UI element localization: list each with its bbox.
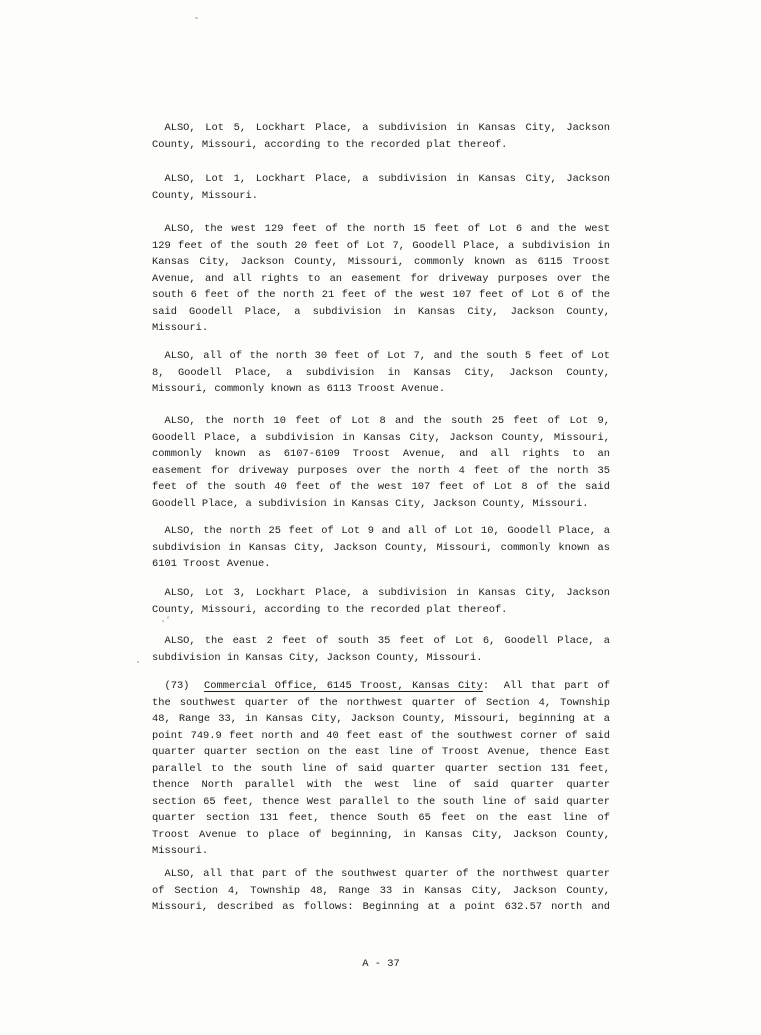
text-line: point 749.9 feet north and 40 feet east of the southwest corner of said	[152, 729, 610, 742]
text-line: commonly known as 6107-6109 Troost Avenue, and all rights to an	[152, 448, 610, 460]
text-line: Troost Avenue to place of beginning, in Kansas City, Jackson County,	[152, 828, 610, 841]
paragraph	[152, 171, 610, 204]
text-line: ALSO, Lot 3, Lockhart Place, a subdivision in Kansas City, Jackson	[164, 587, 610, 599]
scan-speck	[162, 620, 164, 622]
text-line: of Section 4, Township 48, Range 33 in Kansas City, Jackson County,	[152, 884, 610, 897]
paragraph	[152, 413, 610, 512]
text-line: Goodell Place, a subdivision in Kansas City, Jackson County, Missouri,	[152, 431, 610, 444]
text-line: Avenue, and all rights to an easement for driveway purposes over the	[152, 272, 610, 285]
item-73-body	[152, 695, 610, 860]
paragraph	[152, 221, 610, 337]
text-line: quarter section 131 feet, thence South 65 feet on the east line of	[152, 812, 610, 824]
text-line: 129 feet of the south 20 feet of Lot 7, Goodell Place, a subdivision in	[152, 239, 610, 252]
text-line: County, Missouri, according to the recorded plat thereof.	[152, 138, 508, 151]
text-line: Missouri, described as follows: Beginning at a point 632.57 north and	[152, 901, 610, 913]
text-line: 48, Range 33, in Kansas City, Jackson County, Missouri, beginning at a	[152, 713, 610, 725]
text-line: County, Missouri, according to the recorded plat thereof.	[152, 603, 508, 616]
text-line: thence North parallel with the west line of said quarter quarter	[152, 779, 610, 791]
paragraph	[152, 633, 610, 666]
text-line: ALSO, all that part of the southwest quarter of the northwest quarter	[164, 868, 610, 880]
text-line: said Goodell Place, a subdivision in Kansas City, Jackson County,	[152, 305, 610, 318]
item-73-colon: :	[482, 680, 490, 692]
text-line: feet of the south 40 feet of the west 107 feet of Lot 8 of the said	[152, 481, 610, 493]
scan-speck	[137, 661, 139, 663]
paragraph-item-73	[152, 678, 610, 860]
paragraph	[152, 348, 610, 398]
text-line: ALSO, the north 10 feet of Lot 8 and the south 25 feet of Lot 9,	[164, 415, 610, 427]
text-line: ALSO, Lot 1, Lockhart Place, a subdivision in Kansas City, Jackson	[164, 173, 610, 185]
text-line: ALSO, the north 25 feet of Lot 9 and all of Lot 10, Goodell Place, a	[164, 525, 610, 537]
text-line: Goodell Place, a subdivision in Kansas City, Jackson County, Missouri.	[152, 497, 589, 510]
paragraph	[152, 585, 610, 618]
text-line: 6101 Troost Avenue.	[152, 558, 271, 570]
text-line: parallel to the south line of said quarter quarter section 131 feet,	[152, 762, 610, 775]
text-line: Missouri.	[152, 322, 209, 334]
text-line: County, Missouri.	[152, 189, 259, 202]
item-73-heading: Commercial Office, 6145 Troost, Kansas City	[204, 680, 483, 692]
text-line: Missouri.	[152, 845, 209, 857]
text-line: Kansas City, Jackson County, Missouri, commonly known as 6115 Troost	[152, 256, 610, 268]
paragraph	[152, 866, 610, 916]
text-line: ALSO, the east 2 feet of south 35 feet of Lot 6, Goodell Place, a	[164, 635, 610, 647]
page-number: A - 37	[362, 958, 400, 970]
text-line: ALSO, all of the north 30 feet of Lot 7, and the south 5 feet of Lot	[164, 350, 610, 362]
text-line: ALSO, Lot 5, Lockhart Place, a subdivision in Kansas City, Jackson	[164, 122, 610, 134]
text-line: quarter quarter section on the east line of Troost Avenue, thence East	[152, 746, 610, 758]
paragraph	[152, 523, 610, 573]
item-73-number: (73)	[164, 680, 190, 692]
text-line: easement for driveway purposes over the north 4 feet of the north 35	[152, 464, 610, 477]
paragraph	[152, 120, 610, 153]
item-73-intro: All that part of	[503, 680, 610, 692]
text-line: subdivision in Kansas City, Jackson County, Missouri.	[152, 651, 483, 664]
scan-speck	[166, 616, 169, 620]
text-line: south 6 feet of the north 21 feet of the west 107 feet of Lot 6 of the	[152, 289, 610, 301]
item-73-first-line	[152, 678, 610, 695]
scan-speck	[195, 17, 198, 19]
text-line: the southwest quarter of the northwest quarter of Section 4, Township	[152, 696, 610, 709]
text-line: ALSO, the west 129 feet of the north 15 feet of Lot 6 and the west	[164, 223, 610, 235]
text-line: subdivision in Kansas City, Jackson County, Missouri, commonly known as	[152, 541, 610, 554]
text-line: Missouri, commonly known as 6113 Troost Avenue.	[152, 383, 446, 395]
text-line: section 65 feet, thence West parallel to the south line of said quarter	[152, 795, 610, 808]
text-line: 8, Goodell Place, a subdivision in Kansas City, Jackson County,	[152, 366, 610, 379]
